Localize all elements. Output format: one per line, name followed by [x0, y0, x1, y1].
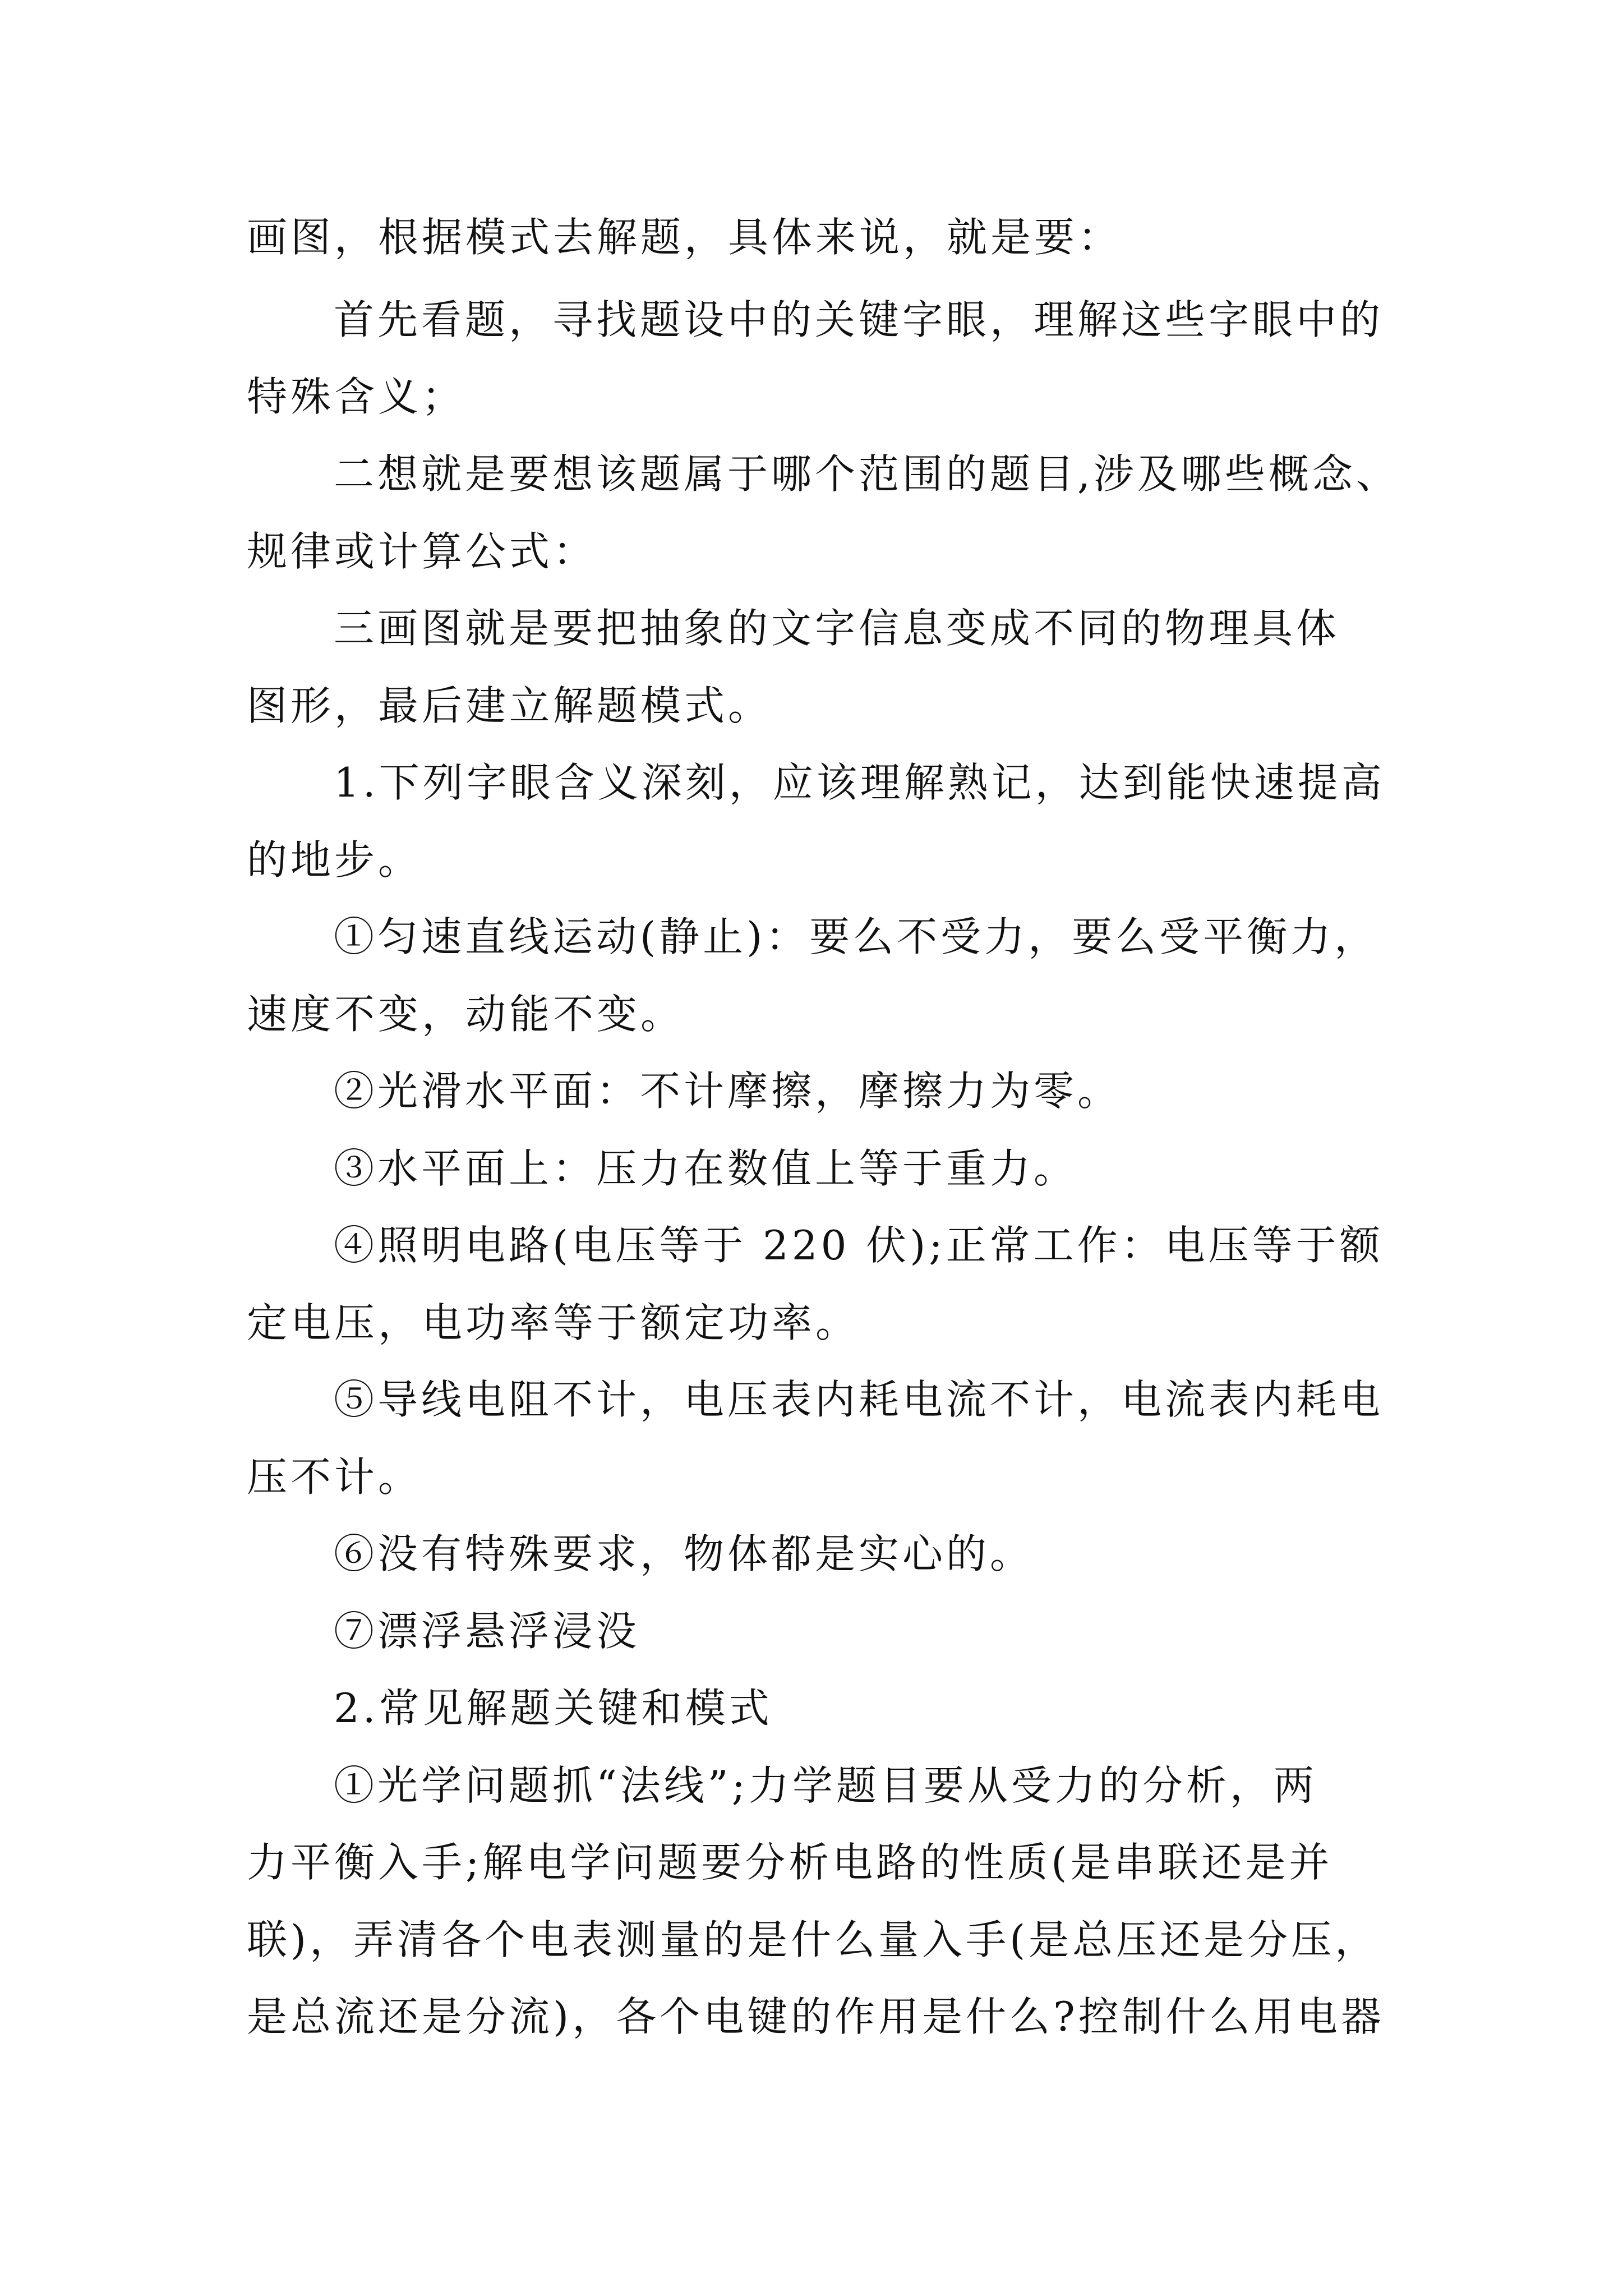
text-line: 1.下列字眼含义深刻，应该理解熟记，达到能快速提高 — [334, 759, 1385, 806]
text-line: 速度不变，动能不变。 — [247, 991, 685, 1038]
text-line: ③水平面上：压力在数值上等于重力。 — [334, 1145, 1078, 1192]
text-line: 画图，根据模式去解题，具体来说，就是要： — [247, 214, 1122, 261]
text-line: 三画图就是要把抽象的文字信息变成不同的物理具体 — [334, 605, 1340, 652]
text-line: ⑦漂浮悬浮浸没 — [334, 1608, 640, 1655]
text-line: ①匀速直线运动(静止)：要么不受力，要么受平衡力， — [334, 913, 1378, 960]
text-line: ⑥没有特殊要求，物体都是实心的。 — [334, 1530, 1034, 1577]
text-line: 2.常见解题关键和模式 — [334, 1685, 773, 1732]
text-line: 首先看题，寻找题设中的关键字眼，理解这些字眼中的 — [334, 296, 1384, 343]
text-line: 定电压，电功率等于额定功率。 — [247, 1299, 860, 1346]
text-line: 二想就是要想该题属于哪个范围的题目,涉及哪些概念、 — [334, 450, 1400, 498]
text-line: 力平衡入手;解电学问题要分析电路的性质(是串联还是并 — [247, 1839, 1333, 1886]
text-line: 联)，弄清各个电表测量的是什么量入手(是总压还是分压， — [247, 1916, 1379, 1963]
text-line: ①光学问题抓“法线”;力学题目要从受力的分析，两 — [334, 1762, 1317, 1809]
text-line: 图形，最后建立解题模式。 — [247, 682, 772, 729]
text-line: 规律或计算公式： — [247, 528, 597, 575]
text-line: 特殊含义； — [247, 373, 466, 420]
text-line: 的地步。 — [247, 836, 422, 884]
text-line: ④照明电路(电压等于 220 伏);正常工作：电压等于额 — [334, 1222, 1384, 1269]
text-line: 是总流还是分流)，各个电键的作用是什么?控制什么用电器 — [247, 1993, 1385, 2040]
text-line: 压不计。 — [247, 1453, 422, 1501]
text-line: ⑤导线电阻不计，电压表内耗电流不计，电流表内耗电 — [334, 1376, 1384, 1423]
text-line: ②光滑水平面：不计摩擦，摩擦力为零。 — [334, 1068, 1122, 1115]
